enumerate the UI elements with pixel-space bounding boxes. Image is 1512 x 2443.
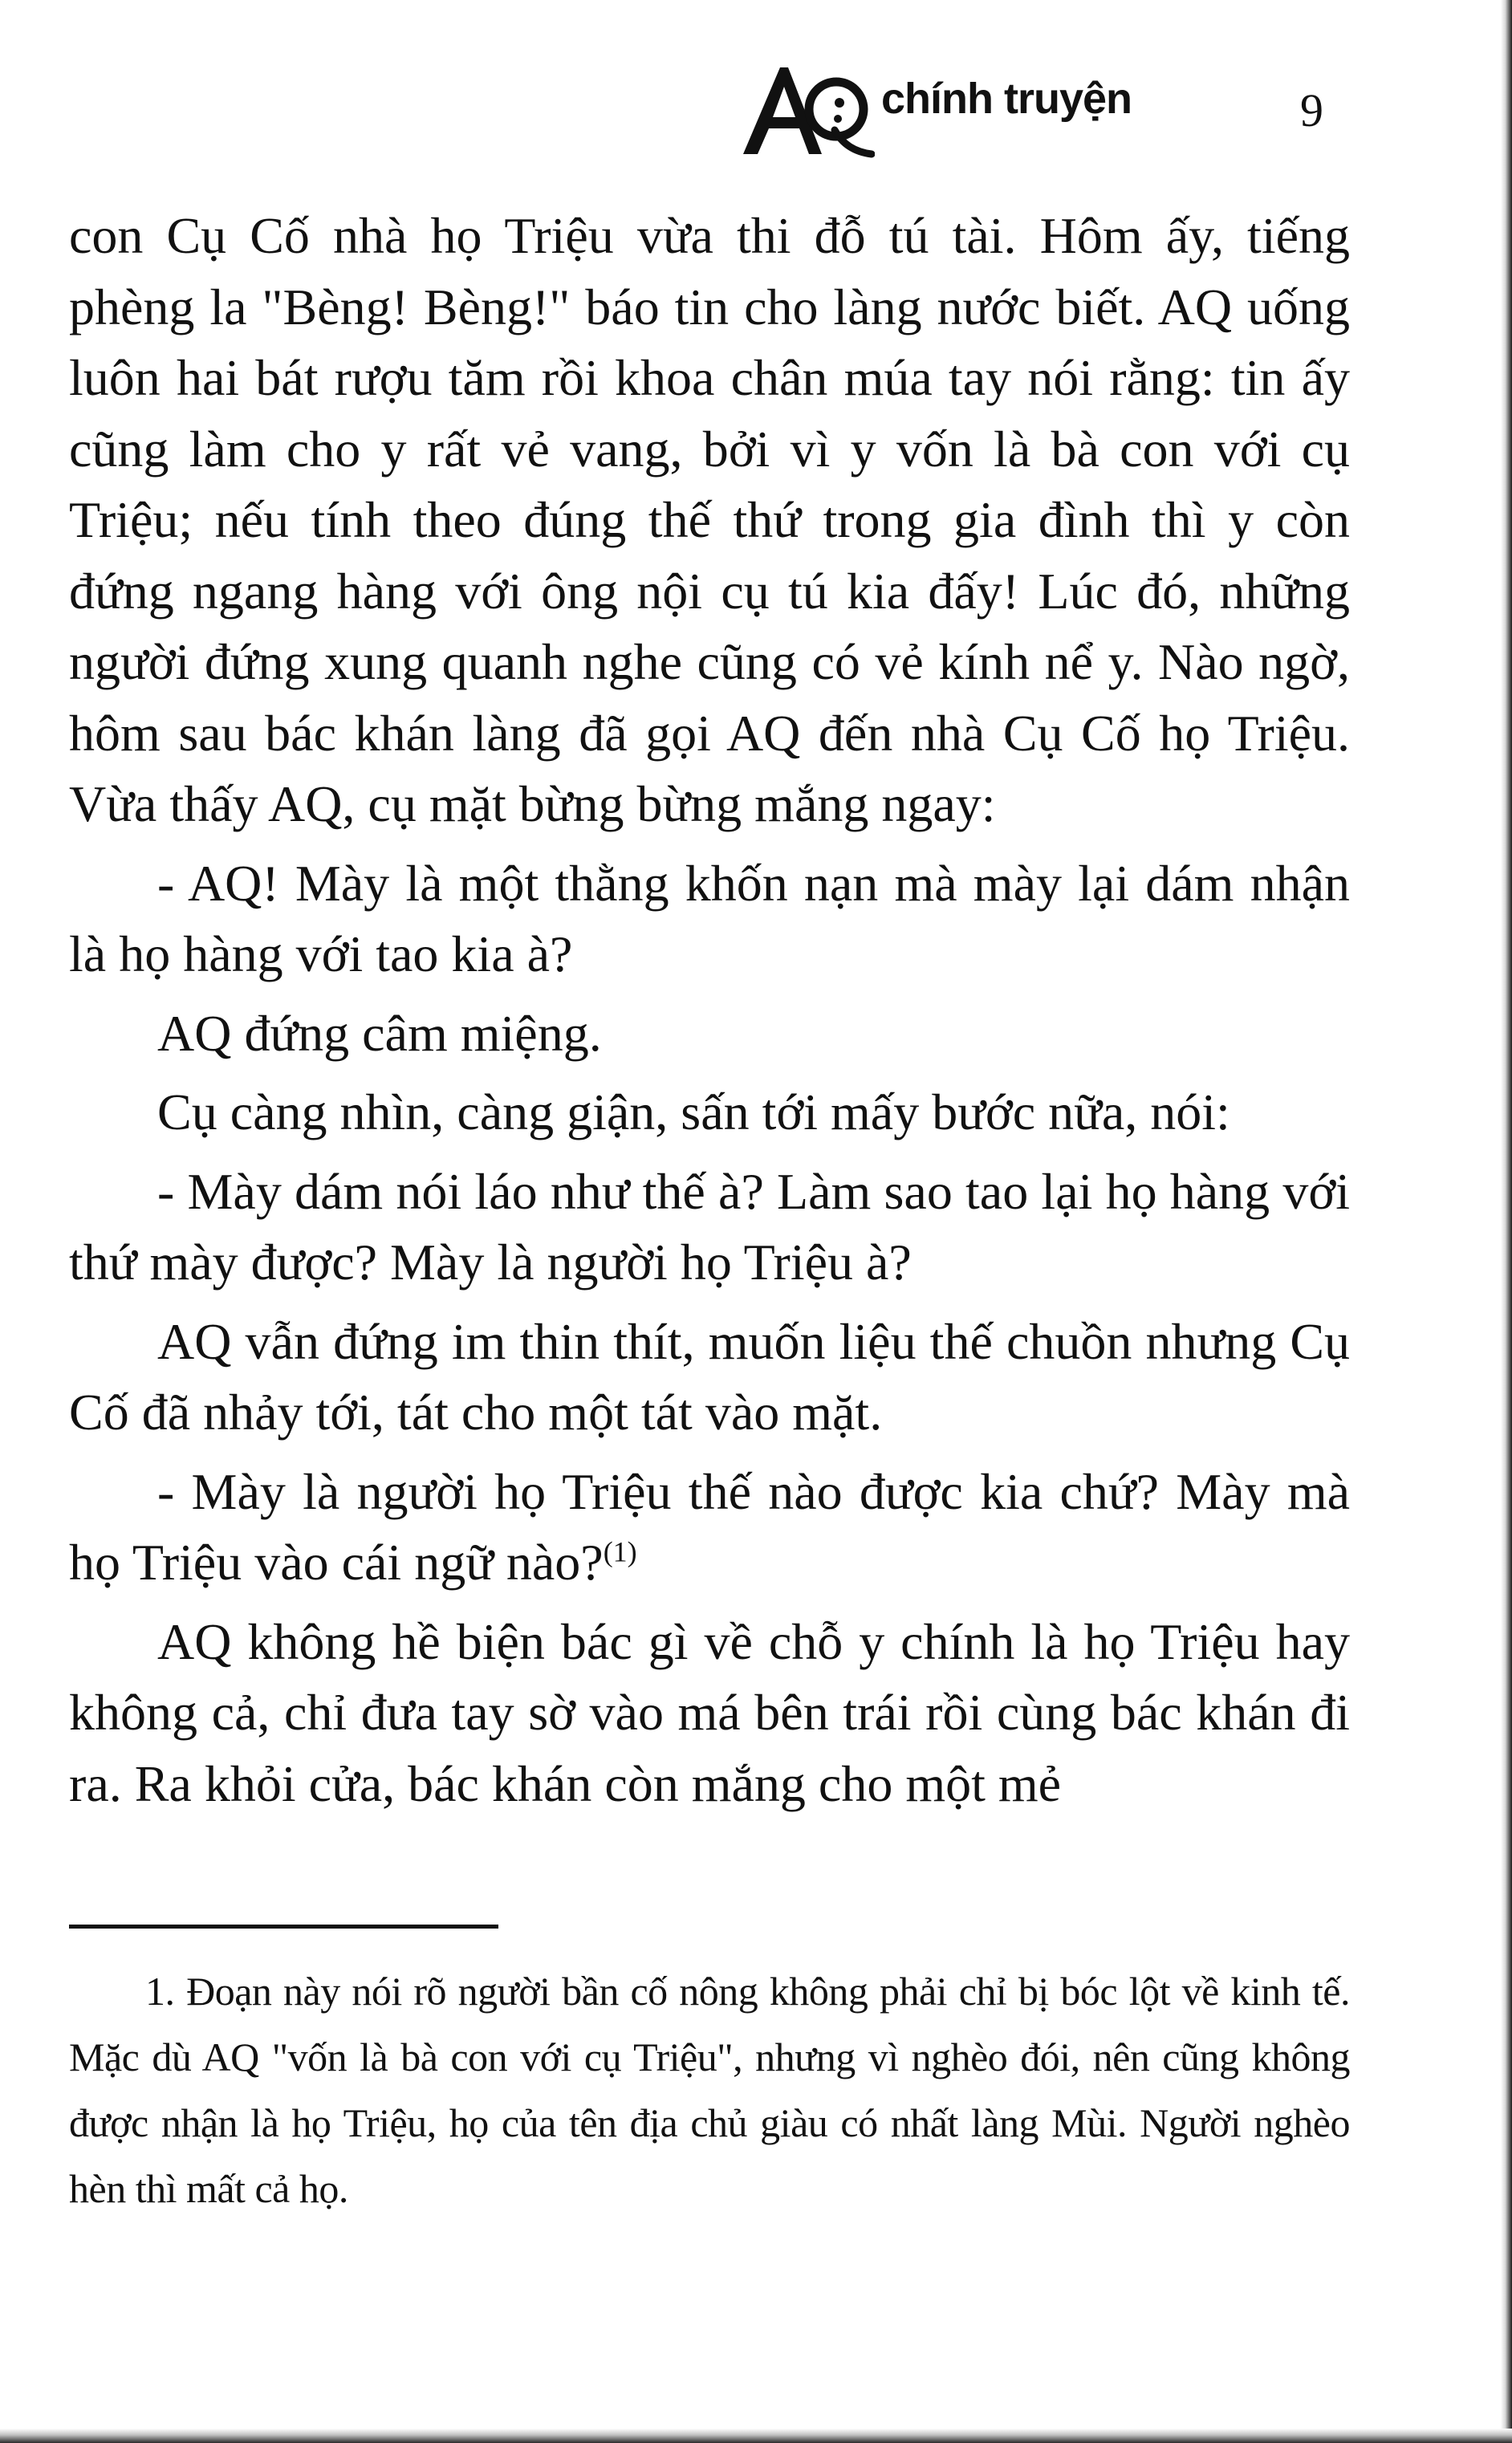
- body-text: [69, 201, 1350, 1827]
- page-number: 9: [1300, 84, 1323, 136]
- footnote-text: 1. Đoạn này nói rõ người bần cố nông không phải chỉ bị bóc lột về kinh tế. Mặc dù AQ "vốn là bà con với cụ Triệu", nhưng vì nghèo đói, nên cũng không được nhận là họ Triệu, họ của tên địa chủ giàu có nhất làng Mùi. Người nghèo hèn thì mất cả họ.: [69, 1969, 1350, 2211]
- aq-logo: [738, 56, 875, 161]
- footnote-reference[interactable]: (1): [603, 1535, 637, 1568]
- book-title: chính truyện: [881, 75, 1132, 123]
- scan-edge-right: [1501, 0, 1512, 2443]
- paragraph: Cụ càng nhìn, càng giận, sấn tới mấy bước nữa, nói:: [157, 1083, 1230, 1140]
- footnote: [69, 1958, 1350, 2221]
- running-header: [738, 56, 1364, 161]
- footnote-divider: [69, 1925, 498, 1929]
- paragraph: AQ vẫn đứng im thin thít, muốn liệu thế chuồn nhưng Cụ Cố đã nhảy tới, tát cho một tát vào mặt.: [69, 1312, 1350, 1441]
- scan-edge-bottom: [0, 2429, 1512, 2443]
- paragraph: AQ không hề biện bác gì về chỗ y chính là họ Triệu hay không cả, chỉ đưa tay sờ vào má bên trái rồi cùng bác khán đi ra. Ra khỏi cửa, bác khán còn mắng cho một mẻ: [69, 1612, 1350, 1812]
- paragraph: - AQ! Mày là một thằng khốn nạn mà mày lại dám nhận là họ hàng với tao kia à?: [69, 854, 1350, 982]
- paragraph: con Cụ Cố nhà họ Triệu vừa thi đỗ tú tài. Hôm ấy, tiếng phèng la "Bèng! Bèng!" báo tin cho làng nước biết. AQ uống luôn hai bát rượu tăm rồi khoa chân múa tay nói rằng: tin ấy cũng làm cho y rất vẻ vang, bởi vì y vốn là bà con với cụ Triệu; nếu tính theo đúng thế thứ trong gia đình thì y còn đứng ngang hàng với ông nội cụ tú kia đấy! Lúc đó, những người đứng xung quanh nghe cũng có vẻ kính nể y. Nào ngờ, hôm sau bác khán làng đã gọi AQ đến nhà Cụ Cố họ Triệu. Vừa thấy AQ, cụ mặt bừng bừng mắng ngay:: [69, 207, 1350, 832]
- paragraph: AQ đứng câm miệng.: [157, 1004, 602, 1062]
- paragraph-with-footnote-ref: [69, 1457, 1350, 1599]
- paragraph: - Mày dám nói láo như thế à? Làm sao tao lại họ hàng với thứ mày được? Mày là người họ Triệu à?: [69, 1162, 1350, 1291]
- paragraph-text: - Mày là người họ Triệu thế nào được kia chứ? Mày mà họ Triệu vào cái ngữ nào?: [69, 1462, 1350, 1591]
